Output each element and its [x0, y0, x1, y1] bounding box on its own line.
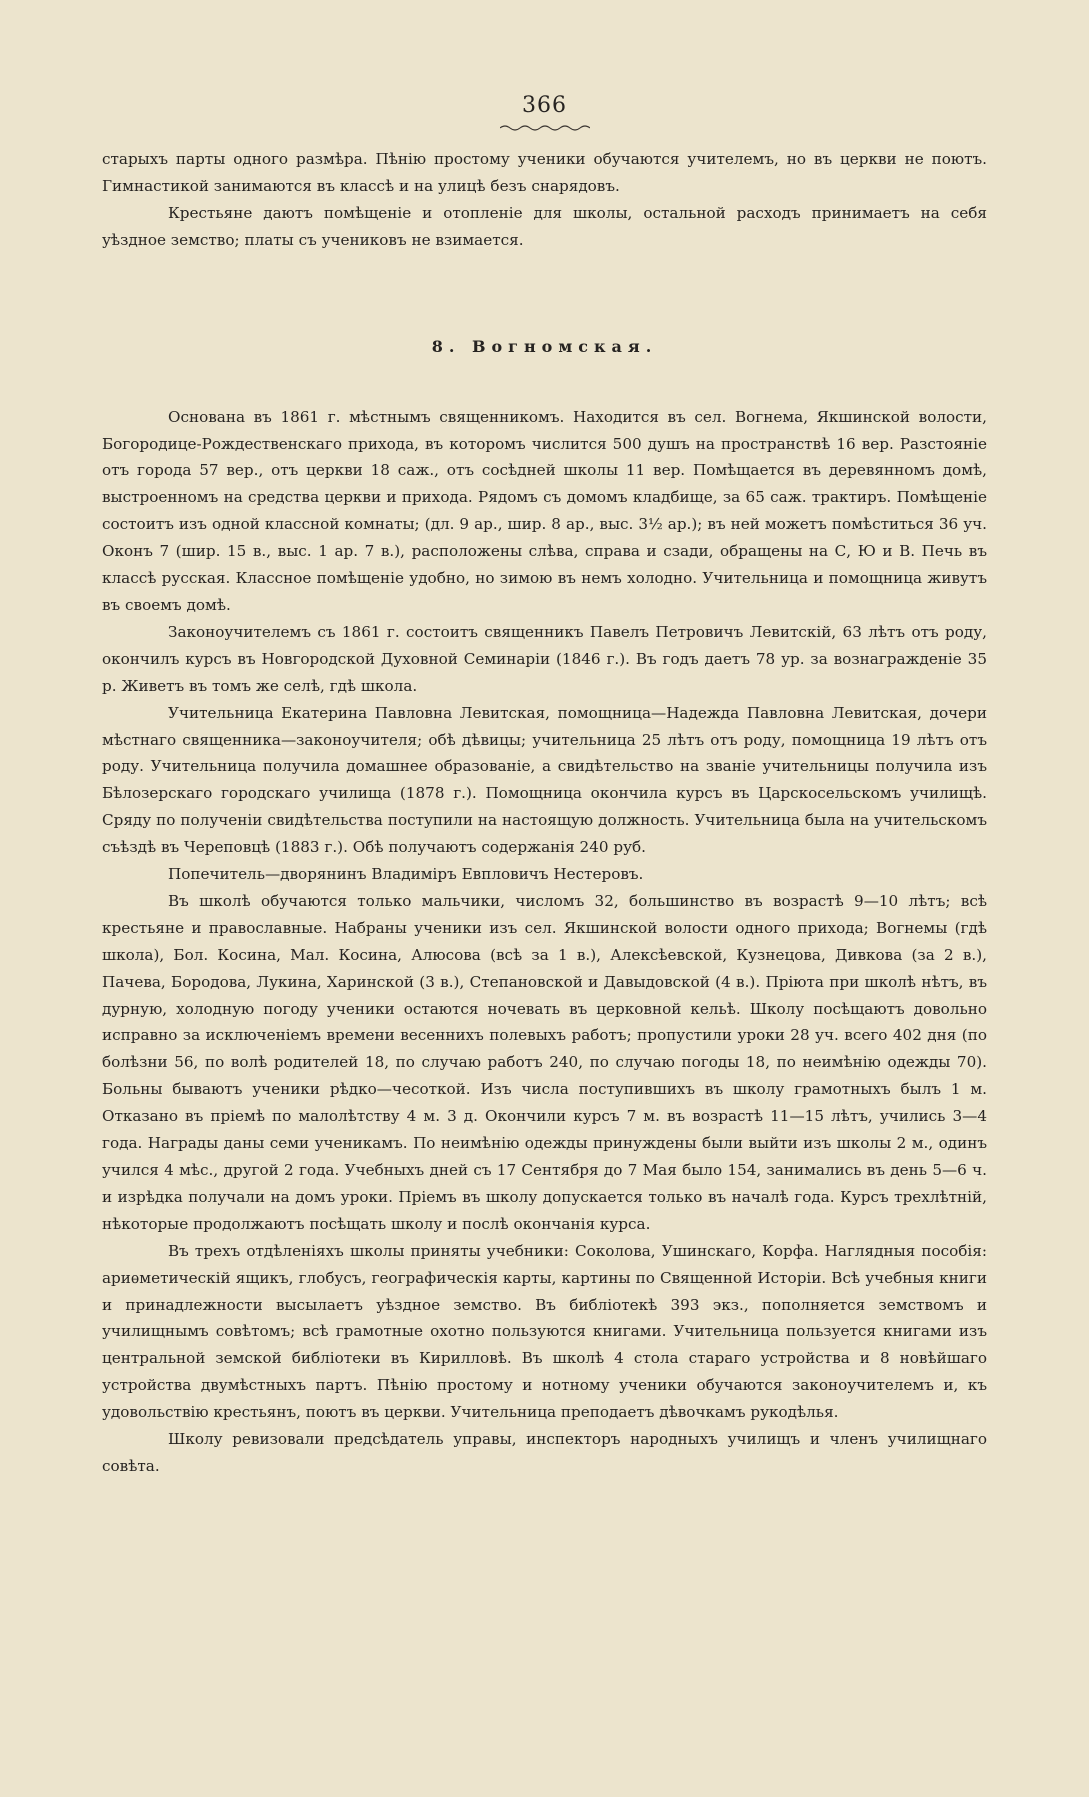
ornament-wave: [500, 124, 590, 132]
paragraph: Учительница Екатерина Павловна Левитская, помощница—Надежда Павловна Левитская, дочери мѣстнаго священника—законоучителя; обѣ дѣвицы; учительница 25 лѣтъ отъ роду, помощница 19 лѣтъ отъ роду. Учительница получила домашнее образованіе, а свидѣтельство на званіе учительницы получила изъ Бѣлозерскаго городскаго училища (1878 г.). Помощница окончила курсъ въ Царскосельскомъ училищѣ. Сряду по полученіи свидѣтельства поступили на настоящую должность. Учительница была на учительскомъ съѣздѣ въ Череповцѣ (1883 г.). Обѣ получаютъ содержанія 240 руб.: [102, 703, 987, 857]
paragraph: Попечитель—дворянинъ Владиміръ Евпловичъ Нестеровъ.: [168, 865, 644, 884]
paragraph: Крестьяне даютъ помѣщеніе и отопленіе для школы, остальной расходъ принимаетъ на себя уѣздное земство; платы съ учениковъ не взимается.: [102, 203, 987, 249]
section-body: [102, 404, 987, 1480]
section-title: 8. Вогномская.: [431, 336, 658, 356]
paragraph: Въ трехъ отдѣленіяхъ школы приняты учебники: Соколова, Ушинскаго, Корфа. Наглядныя пособія: ариѳметическій ящикъ, глобусъ, географическія карты, картины по Священной Исторіи. Всѣ учебныя книги и принадлежности высылаетъ уѣздное земство. Въ библіотекѣ 393 экз., пополняется земствомъ и училищнымъ совѣтомъ; всѣ грамотные охотно пользуются книгами. Учительница пользуется книгами изъ центральной земской библіотеки въ Кирилловѣ. Въ школѣ 4 стола стараго устройства и 8 новѣйшаго устройства двумѣстныхъ партъ. Пѣнію простому и нотному ученики обучаются законоучителемъ и, къ удовольствію крестьянъ, поютъ въ церкви. Учительница преподаетъ дѣвочкамъ рукодѣлья.: [102, 1241, 987, 1422]
wavy-ornament-icon: [102, 124, 987, 132]
top-continuation: [102, 146, 987, 254]
page-number: 366: [522, 93, 567, 118]
paragraph: Въ школѣ обучаются только мальчики, числомъ 32, большинство въ возрастѣ 9—10 лѣтъ; всѣ крестьяне и православные. Набраны ученики изъ сел. Якшинской волости одного прихода; Вогнемы (гдѣ школа), Бол. Косина, Мал. Косина, Алюсова (всѣ за 1 в.), Алексѣевской, Кузнецова, Дивкова (за 2 в.), Пачева, Бородова, Лукина, Харинской (3 в.), Степановской и Давыдовской (4 в.). Пріюта при школѣ нѣтъ, въ дурную, холодную погоду ученики остаются ночевать въ церковной кельѣ. Школу посѣщаютъ довольно исправно за исключеніемъ времени весеннихъ полевыхъ работъ; пропустили уроки 28 уч. всего 402 дня (по болѣзни 56, по волѣ родителей 18, по случаю работъ 240, по случаю погоды 18, по неимѣнію одежды 70). Больны бываютъ ученики рѣдко—чесоткой. Изъ числа поступившихъ въ школу грамотныхъ былъ 1 м. Отказано въ пріемѣ по малолѣтству 4 м. 3 д. Окончили курсъ 7 м. въ возрастѣ 11—15 лѣтъ, учились 3—4 года. Награды даны семи ученикамъ. По неимѣнію одежды принуждены были выйти изъ школы 2 м., одинъ учился 4 мѣс., другой 2 года. Учебныхъ дней съ 17 Сентября до 7 Мая было 154, занимались въ день 5—6 ч. и изрѣдка получали на домъ уроки. Пріемъ въ школу допускается только въ началѣ года. Курсъ трехлѣтній, нѣкоторые продолжаютъ посѣщать школу и послѣ окончанія курса.: [102, 891, 987, 1233]
paragraph: Основана въ 1861 г. мѣстнымъ священникомъ. Находится въ сел. Вогнема, Якшинской волости, Богородице-Рождественскаго прихода, въ которомъ числится 500 душъ на пространствѣ 16 вер. Разстояніе отъ города 57 вер., отъ церкви 18 саж., отъ сосѣдней школы 11 вер. Помѣщается въ деревянномъ домѣ, выстроенномъ на средства церкви и прихода. Рядомъ съ домомъ кладбище, за 65 саж. трактиръ. Помѣщеніе состоитъ изъ одной классной комнаты; (дл. 9 ар., шир. 8 ар., выс. 3½ ар.); въ ней можетъ помѣститься 36 уч. Оконъ 7 (шир. 15 в., выс. 1 ар. 7 в.), расположены слѣва, справа и сзади, обращены на С, Ю и В. Печь въ классѣ русская. Классное помѣщеніе удобно, но зимою въ немъ холодно. Учительница и помощница живутъ въ своемъ домѣ.: [102, 407, 987, 614]
paragraph: Законоучителемъ съ 1861 г. состоитъ священникъ Павелъ Петровичъ Левитскій, 63 лѣтъ отъ роду, окончилъ курсъ въ Новгородской Духовной Семинаріи (1846 г.). Въ годъ даетъ 78 ур. за вознагражденіе 35 р. Живетъ въ томъ же селѣ, гдѣ школа.: [102, 622, 987, 695]
paragraph: Школу ревизовали предсѣдатель управы, инспекторъ народныхъ училищъ и членъ училищнаго совѣта.: [102, 1430, 987, 1475]
paragraph: старыхъ парты одного размѣра. Пѣнію простому ученики обучаются учителемъ, но въ церкви не поютъ. Гимнастикой занимаются въ классѣ и на улицѣ безъ снарядовъ.: [102, 150, 987, 195]
